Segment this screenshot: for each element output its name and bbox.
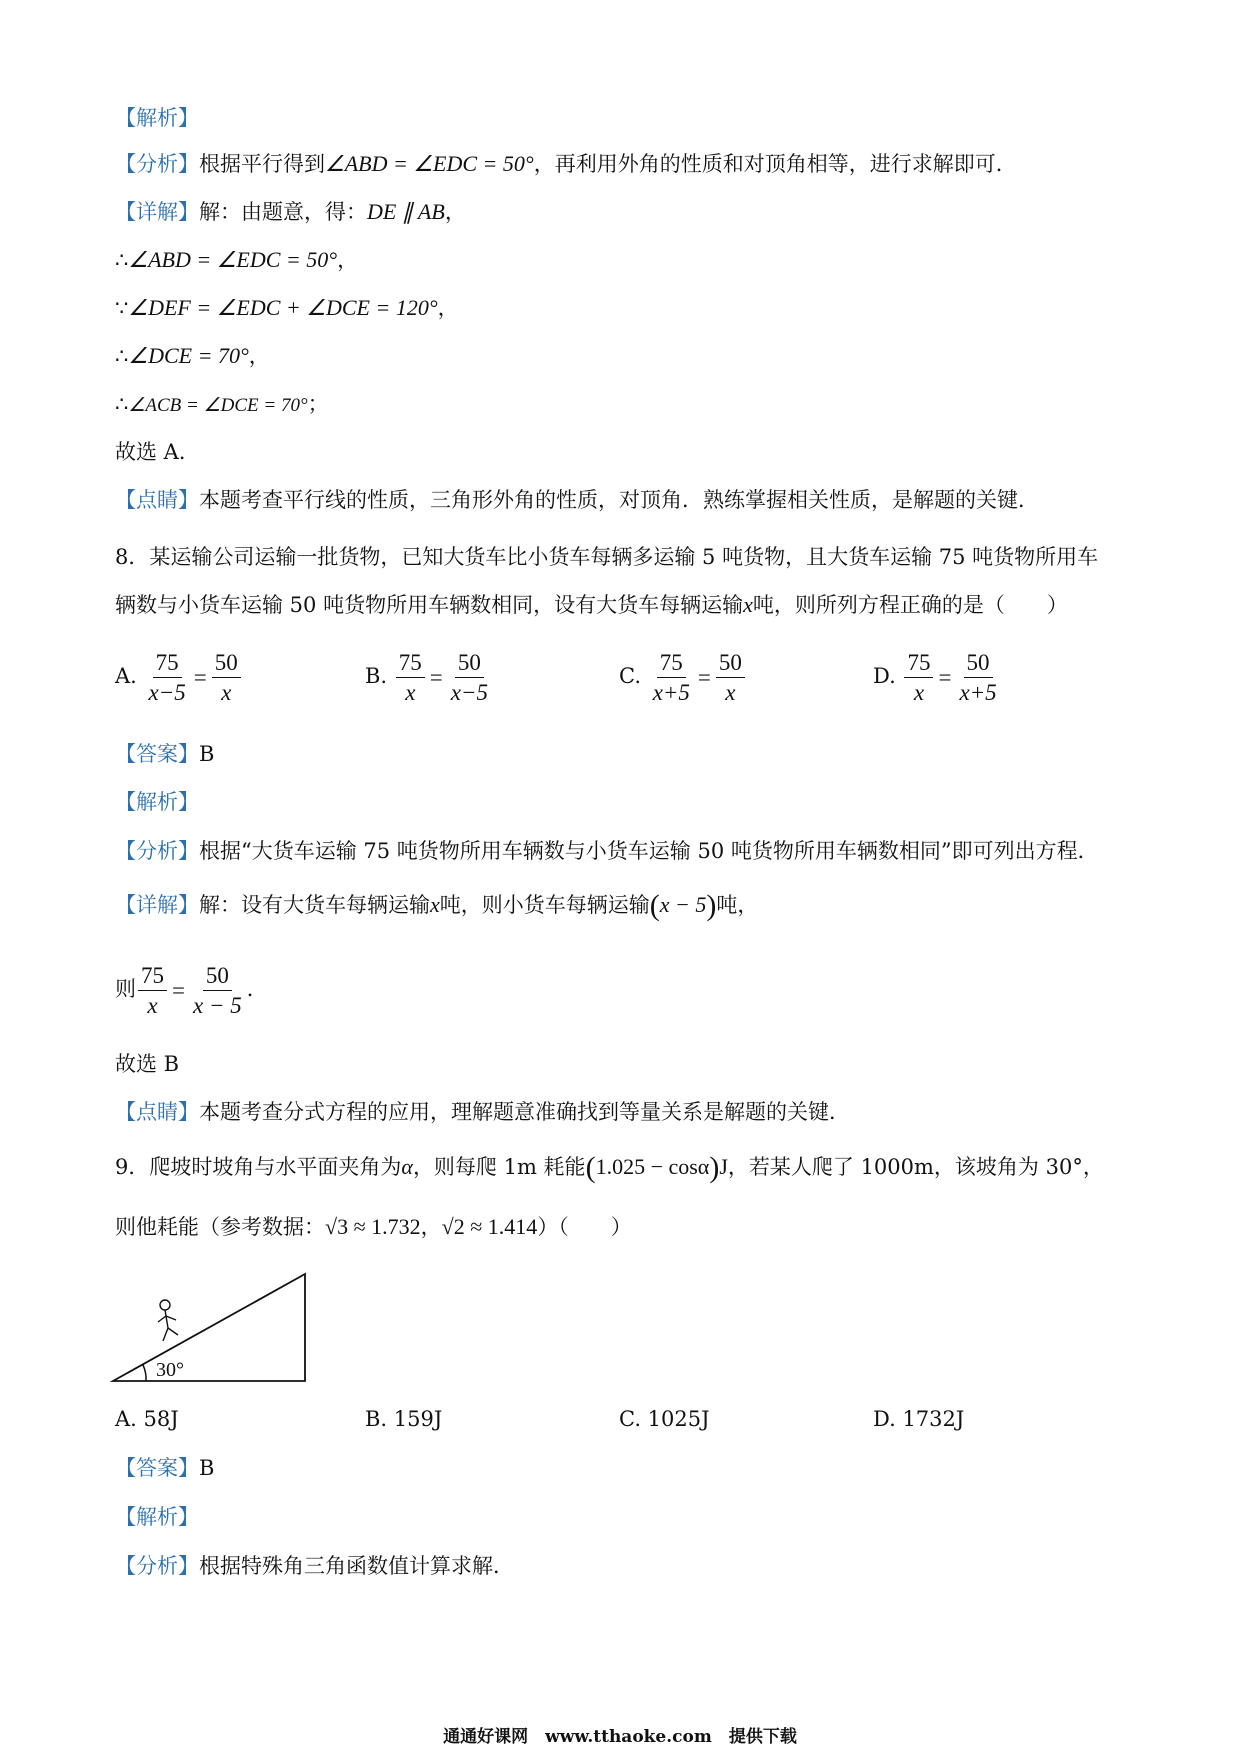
q8-xiangjie-line	[115, 891, 758, 920]
q8-jiexi-tag: 【解析】	[115, 790, 199, 814]
q9-line2-post: ）（ ）	[537, 1215, 632, 1239]
q8-equation-line	[115, 961, 268, 1020]
q8-ze: 则	[115, 977, 136, 1001]
fraction	[396, 648, 425, 707]
denominator: x	[725, 680, 736, 705]
q9-fenxi-text: 根据特殊角三角函数值计算求解．	[199, 1554, 514, 1578]
q8-stem-var: x	[743, 592, 753, 617]
equals-sign: =	[172, 977, 185, 1003]
option-label: C.	[619, 664, 641, 688]
equals-sign: =	[429, 664, 443, 690]
q7-fenxi-line	[115, 150, 1017, 178]
q9-option-c: C. 1025J	[619, 1407, 710, 1431]
q8-choice: 故选 B	[115, 1052, 180, 1076]
q8-xiangjie-var: x	[430, 892, 440, 917]
equals-sign: =	[193, 664, 207, 690]
q9-unit: J	[719, 1154, 728, 1179]
q7-choice: 故选 A．	[115, 440, 200, 464]
q7-xiangjie-tag: 【详解】	[115, 200, 199, 224]
right-paren: )	[709, 1151, 720, 1184]
q8-stem-line-2	[115, 591, 1068, 619]
q8-xiangjie-paren-expr: x − 5	[659, 892, 707, 917]
numerator: 50	[964, 648, 993, 678]
right-paren: )	[706, 889, 717, 922]
option-label: A.	[115, 664, 137, 688]
q8-answer-line	[115, 740, 214, 768]
q9-jiexi-tag: 【解析】	[115, 1505, 199, 1529]
q9-fenxi-line	[115, 1552, 514, 1580]
q7-xiangjie-line	[115, 198, 466, 226]
q8-option-b	[365, 648, 493, 707]
q9-answer-value: B	[199, 1456, 215, 1480]
q7-dianjing-text: 本题考查平行线的性质，三角形外角的性质，对顶角．熟练掌握相关性质，是解题的关键．	[199, 488, 1039, 512]
numerator: 75	[138, 961, 167, 991]
q7-xiangjie-pre: 解：由题意，得：	[199, 200, 367, 224]
q9-stem-line-1	[115, 1153, 1104, 1182]
q7-step-4	[115, 390, 329, 420]
fraction	[956, 648, 999, 707]
fraction	[138, 961, 167, 1020]
page-footer[interactable]: 通通好课网 www.tthaoke.com 提供下载	[443, 1727, 797, 1747]
q7-fenxi-post: ，再利用外角的性质和对顶角相等，进行求解即可．	[533, 152, 1017, 176]
fraction	[190, 961, 245, 1020]
numerator: 75	[657, 648, 686, 678]
q7-fenxi-pre: 根据平行得到	[199, 152, 325, 176]
fraction	[716, 648, 745, 707]
q7-xiangjie-math: DE ∥ AB	[367, 199, 445, 224]
q7-step-2	[115, 294, 459, 322]
fraction	[904, 648, 933, 707]
therefore-symbol: ∴	[115, 248, 129, 272]
q7-jiexi-tag: 【解析】	[115, 106, 199, 130]
numerator: 75	[396, 648, 425, 678]
q8-option-d	[873, 648, 1002, 707]
q9-option-a: A. 58J	[115, 1407, 179, 1431]
q8-fenxi-line	[115, 837, 1099, 865]
q8-xiangjie-tag: 【详解】	[115, 893, 199, 917]
q7-xiangjie-post: ，	[444, 200, 466, 224]
q8-stem-post: 吨，则所列方程正确的是（ ）	[752, 593, 1068, 617]
denominator: x − 5	[192, 993, 242, 1018]
q9-energy-expr: 1.025 − cosα	[595, 1154, 710, 1179]
q9-answer-tag: 【答案】	[115, 1456, 199, 1480]
q9-alpha: α	[401, 1154, 413, 1179]
q7-fenxi-math: ∠ABD = ∠EDC = 50°	[325, 151, 534, 176]
equals-sign: =	[697, 664, 711, 690]
left-paren: (	[585, 1151, 596, 1184]
option-label: B.	[365, 664, 388, 688]
q8-stem-pre: 辆数与小货车运输 50 吨货物所用车辆数相同，设有大货车每辆运输	[115, 593, 744, 617]
denominator: x+5	[959, 680, 997, 705]
q8-fenxi-text: 根据“大货车运输 75 吨货物所用车辆数与小货车运输 50 吨货物所用车辆数相同”即可列出方程．	[199, 839, 1099, 863]
q8-dianjing-line	[115, 1098, 850, 1126]
denominator: x	[147, 993, 158, 1018]
numerator: 75	[153, 648, 182, 678]
q8-answer-value: B	[199, 742, 215, 766]
q8-stem-line-1: 8．某运输公司运输一批货物，已知大货车比小货车每辆多运输 5 吨货物，且大货车运输 75 吨货物所用车	[115, 545, 1099, 569]
sqrt2-value: √2 ≈ 1.414	[441, 1214, 538, 1239]
q9-option-b: B. 159J	[365, 1407, 443, 1431]
slope-triangle	[113, 1274, 305, 1381]
q9-option-d: D. 1732J	[873, 1407, 965, 1431]
q7-step-2-punct: ，	[437, 296, 459, 320]
therefore-symbol: ∴	[115, 392, 129, 416]
q9-sep: ，	[420, 1215, 442, 1239]
q7-step-2-math: ∠DEF = ∠EDC + ∠DCE = 120°	[128, 295, 438, 320]
q9-stem-pre: 9．爬坡时坡角与水平面夹角为	[115, 1155, 402, 1179]
q9-stem-line-2	[115, 1213, 632, 1241]
q8-xiangjie-mid: 吨，则小货车每辆运输	[439, 893, 650, 917]
q7-dianjing-line	[115, 486, 1039, 514]
q7-step-1-punct: ，	[337, 248, 359, 272]
q8-xiangjie-pre: 解：设有大货车每辆运输	[199, 893, 430, 917]
denominator: x−5	[148, 680, 186, 705]
q9-stem-post: ，若某人爬了 1000m，该坡角为 30°，	[727, 1155, 1104, 1179]
fraction	[650, 648, 693, 707]
climber-icon	[158, 1300, 178, 1341]
q7-step-4-punct: ；	[307, 392, 329, 416]
q9-fenxi-tag: 【分析】	[115, 1554, 199, 1578]
q7-step-1-math: ∠ABD = ∠EDC = 50°	[128, 247, 338, 272]
q8-option-a	[115, 648, 243, 707]
q7-step-1	[115, 246, 358, 274]
q8-option-c	[619, 648, 747, 707]
q7-fenxi-tag: 【分析】	[115, 152, 199, 176]
angle-label: 30°	[156, 1359, 184, 1381]
q8-dianjing-tag: 【点睛】	[115, 1100, 199, 1124]
numerator: 50	[212, 648, 241, 678]
therefore-symbol: ∴	[115, 344, 129, 368]
option-label: D.	[873, 664, 896, 688]
because-symbol: ∵	[115, 296, 129, 320]
angle-arc	[143, 1365, 146, 1381]
q9-line2-pre: 则他耗能（参考数据：	[115, 1215, 325, 1239]
q7-step-3-punct: ，	[248, 344, 270, 368]
denominator: x	[913, 680, 925, 705]
q7-step-3	[115, 342, 270, 370]
q8-xiangjie-post: 吨，	[716, 893, 759, 917]
equals-sign: =	[938, 664, 952, 690]
q9-answer-line	[115, 1454, 214, 1482]
denominator: x+5	[652, 680, 690, 705]
numerator: 50	[203, 961, 232, 991]
denominator: x	[221, 680, 232, 705]
q7-step-4-math: ∠ACB = ∠DCE = 70°	[128, 395, 308, 416]
left-paren: (	[649, 889, 660, 922]
q8-answer-tag: 【答案】	[115, 742, 199, 766]
numerator: 50	[716, 648, 745, 678]
denominator: x−5	[450, 680, 489, 705]
sqrt3-value: √3 ≈ 1.732	[325, 1214, 421, 1239]
fraction	[146, 648, 189, 707]
q9-slope-figure	[108, 1268, 313, 1386]
numerator: 75	[904, 648, 933, 678]
q8-dianjing-text: 本题考查分式方程的应用，理解题意准确找到等量关系是解题的关键．	[199, 1100, 850, 1124]
fraction	[448, 648, 491, 707]
fraction	[212, 648, 241, 707]
q9-stem-mid: ，则每爬 1m 耗能	[412, 1155, 586, 1179]
q8-equation-end: ．	[246, 977, 268, 1001]
numerator: 50	[455, 648, 484, 678]
denominator: x	[405, 680, 416, 705]
q7-step-3-math: ∠DCE = 70°	[128, 343, 249, 368]
q7-dianjing-tag: 【点睛】	[115, 488, 199, 512]
q8-fenxi-tag: 【分析】	[115, 839, 199, 863]
